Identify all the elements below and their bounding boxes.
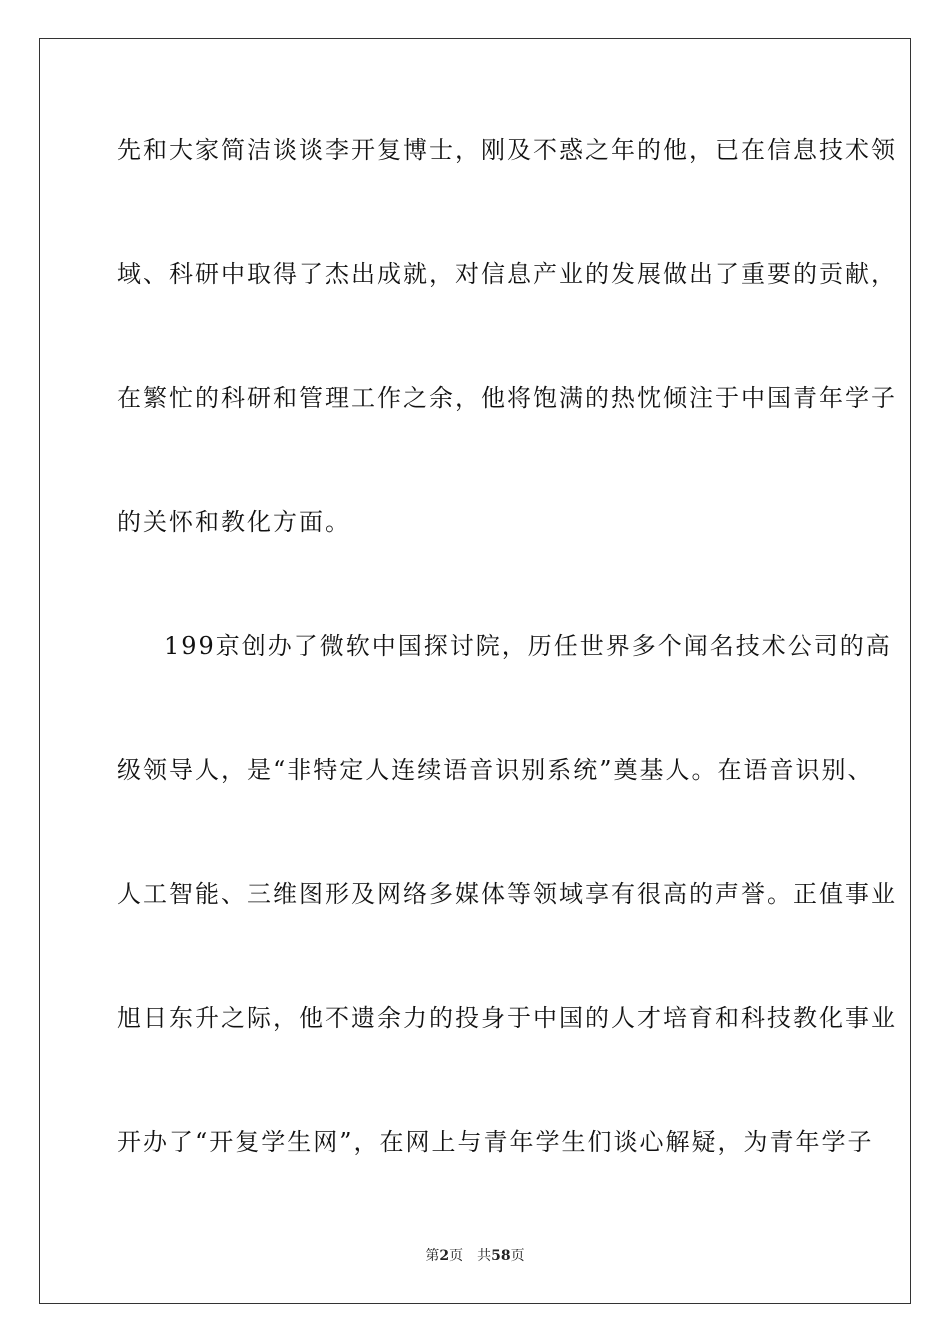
body-line-2: 域、科研中取得了杰出成就，对信息产业的发展做出了重要的贡献， <box>117 260 897 288</box>
body-line-6: 级领导人，是“非特定人连续语音识别系统”奠基人。在语音识别、 <box>117 756 874 784</box>
page-border <box>39 38 911 1304</box>
body-line-7: 人工智能、三维图形及网络多媒体等领域享有很高的声誉。正值事业 <box>117 880 897 908</box>
total-prefix: 共 <box>477 1248 492 1264</box>
body-line-5: 199京创办了微软中国探讨院，历任世界多个闻名技术公司的高 <box>164 632 892 660</box>
total-pages: 58 <box>491 1248 511 1264</box>
body-line-3: 在繁忙的科研和管理工作之余，他将饱满的热忱倾注于中国青年学子 <box>117 384 897 412</box>
body-line-4: 的关怀和教化方面。 <box>117 508 351 536</box>
page-number: 2 <box>439 1248 450 1264</box>
page-prefix: 第 <box>425 1248 440 1264</box>
body-line-9: 开办了“开复学生网”，在网上与青年学生们谈心解疑，为青年学子 <box>117 1128 874 1156</box>
page-footer <box>0 1247 950 1265</box>
body-line-1: 先和大家简洁谈谈李开复博士，刚及不惑之年的他，已在信息技术领 <box>117 136 897 164</box>
page-suffix: 页 <box>449 1248 464 1264</box>
total-suffix: 页 <box>510 1248 525 1264</box>
body-line-8: 旭日东升之际，他不遗余力的投身于中国的人才培育和科技教化事业 <box>117 1004 897 1032</box>
